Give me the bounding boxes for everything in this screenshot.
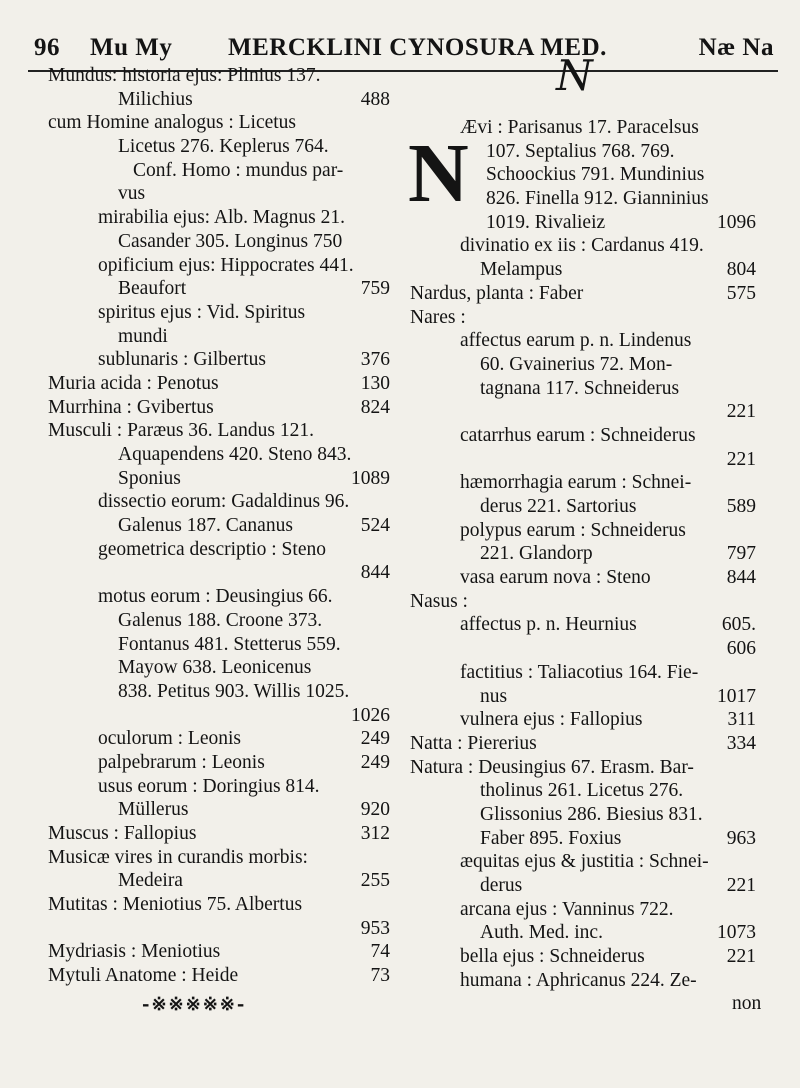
entry-text: geometrica descriptio : Steno bbox=[98, 538, 326, 560]
page-reference: 605. bbox=[721, 614, 756, 636]
index-entry bbox=[410, 116, 756, 140]
index-entry bbox=[48, 277, 390, 301]
index-entry bbox=[48, 182, 390, 206]
index-entry bbox=[48, 917, 390, 941]
index-entry bbox=[410, 969, 756, 993]
page-reference: 221 bbox=[726, 875, 756, 896]
index-entry bbox=[48, 727, 390, 751]
index-entry bbox=[410, 234, 756, 258]
index-entry bbox=[410, 329, 756, 353]
entry-text: æquitas ejus & justitia : Schnei- bbox=[460, 851, 709, 873]
entry-text: derus bbox=[480, 875, 523, 896]
index-entry bbox=[410, 921, 756, 945]
page-reference: 311 bbox=[727, 709, 756, 731]
entry-text: 60. Gvainerius 72. Mon- bbox=[480, 353, 673, 375]
page-reference: 804 bbox=[726, 259, 756, 281]
index-entry bbox=[410, 850, 756, 874]
entry-text: 221. Glandorp bbox=[480, 543, 593, 565]
entry-text: polypus earum : Schneiderus bbox=[460, 519, 686, 541]
index-entry bbox=[410, 685, 756, 709]
right-index-column bbox=[408, 51, 762, 1016]
index-entry bbox=[410, 637, 756, 661]
page-reference: 249 bbox=[360, 728, 390, 750]
index-entry bbox=[410, 779, 756, 803]
page-reference: 376 bbox=[360, 349, 390, 371]
entry-text: Milichius bbox=[118, 88, 193, 110]
index-entry bbox=[410, 140, 756, 164]
entry-text: Murrhina : Gvibertus bbox=[48, 396, 214, 418]
index-entry bbox=[48, 869, 390, 893]
entry-text: humana : Aphricanus 224. Ze- bbox=[460, 969, 697, 991]
index-entry bbox=[48, 111, 390, 135]
entry-text: opificium ejus: Hippocrates 441. bbox=[98, 254, 354, 276]
index-entry bbox=[48, 609, 390, 633]
page-reference: 575 bbox=[726, 282, 756, 304]
page-reference: 1026 bbox=[351, 704, 390, 726]
page-reference: 1096 bbox=[717, 211, 756, 233]
index-entry bbox=[410, 708, 756, 732]
entry-text: usus eorum : Doringius 814. bbox=[98, 775, 320, 797]
entry-text: Ævi : Parisanus 17. Paracelsus bbox=[460, 117, 699, 138]
entry-text: catarrhus earum : Schneiderus bbox=[460, 424, 696, 446]
entry-text: Muria acida : Penotus bbox=[48, 372, 219, 394]
entry-text: Mydriasis : Meniotius bbox=[48, 941, 221, 963]
entry-text: mirabilia ejus: Alb. Magnus 21. bbox=[98, 207, 345, 229]
entry-text: Licetus 276. Keplerus 764. bbox=[118, 136, 329, 158]
entry-text: tholinus 261. Licetus 276. bbox=[480, 780, 684, 802]
page-reference: 221 bbox=[726, 401, 756, 423]
entry-text: Auth. Med. inc. bbox=[480, 922, 603, 944]
entry-text: vasa earum nova : Steno bbox=[460, 567, 651, 589]
index-entry bbox=[410, 945, 756, 969]
index-entry bbox=[410, 566, 756, 590]
page-reference: 524 bbox=[360, 515, 390, 537]
page-reference: 312 bbox=[360, 823, 390, 844]
entry-text: Musculi : Paræus 36. Landus 121. bbox=[48, 420, 314, 442]
index-entry bbox=[48, 88, 390, 112]
index-entry bbox=[48, 348, 390, 372]
page-reference: 249 bbox=[360, 751, 390, 773]
entry-text: Schoockius 791. Mundinius bbox=[486, 164, 705, 186]
entry-text: non bbox=[732, 993, 762, 1015]
index-entry bbox=[410, 163, 756, 187]
index-entry bbox=[48, 633, 390, 657]
index-entry bbox=[410, 874, 756, 898]
index-entry bbox=[410, 424, 756, 448]
page-reference: 920 bbox=[360, 799, 390, 821]
entry-text: Casander 305. Longinus 750 bbox=[118, 230, 343, 252]
index-entry bbox=[410, 282, 756, 306]
entry-text: dissectio eorum: Gadaldinus 96. bbox=[98, 491, 350, 513]
entry-text: Nardus, planta : Faber bbox=[410, 282, 584, 304]
entry-text: sublunaris : Gilbertus bbox=[98, 349, 266, 371]
entry-text: Galenus 188. Croone 373. bbox=[118, 609, 323, 631]
page-reference: 74 bbox=[370, 941, 390, 963]
left-guide-words: Mu My bbox=[90, 34, 173, 61]
entry-text: Galenus 187. Cananus bbox=[118, 515, 293, 537]
entry-text: Natura : Deusingius 67. Erasm. Bar- bbox=[410, 756, 694, 778]
index-entry bbox=[410, 187, 756, 211]
page-reference: 221 bbox=[726, 448, 756, 470]
page-reference: 844 bbox=[726, 567, 756, 589]
page-reference: 759 bbox=[360, 278, 390, 300]
entry-text: Natta : Piererius bbox=[410, 732, 537, 754]
index-entry bbox=[48, 680, 390, 704]
entry-text: Aquapendens 420. Steno 843. bbox=[118, 444, 352, 465]
entry-text: vulnera ejus : Fallopius bbox=[460, 709, 643, 731]
page-reference: 255 bbox=[360, 870, 390, 892]
index-entry bbox=[48, 538, 390, 562]
page-reference: 797 bbox=[726, 543, 756, 565]
index-entry bbox=[410, 306, 756, 330]
entry-text: mundi bbox=[118, 325, 168, 347]
index-entry bbox=[48, 704, 390, 728]
index-entry bbox=[410, 211, 756, 235]
index-entry bbox=[48, 585, 390, 609]
entry-text: bella ejus : Schneiderus bbox=[460, 946, 645, 968]
entry-text: divinatio ex iis : Cardanus 419. bbox=[460, 235, 704, 257]
page-reference: 1089 bbox=[351, 467, 390, 489]
page-reference: 1073 bbox=[717, 922, 756, 944]
entry-text: nus bbox=[480, 685, 508, 707]
index-entry bbox=[48, 798, 390, 822]
left-index-column bbox=[48, 64, 390, 988]
entry-text: Mutitas : Meniotius 75. Albertus bbox=[48, 894, 303, 916]
index-entry bbox=[48, 206, 390, 230]
index-entry bbox=[410, 353, 756, 377]
entry-text: Mytuli Anatome : Heide bbox=[48, 965, 239, 987]
entry-text: Medeira bbox=[118, 870, 183, 892]
index-entry bbox=[410, 898, 756, 922]
index-entry bbox=[48, 135, 390, 159]
entry-text: vus bbox=[118, 183, 146, 205]
page-number: 96 bbox=[34, 34, 60, 61]
page-reference: 1017 bbox=[717, 685, 756, 707]
entry-text: Muscus : Fallopius bbox=[48, 823, 197, 844]
index-entry bbox=[410, 803, 756, 827]
page-reference: 589 bbox=[726, 496, 756, 517]
entry-text: Musicæ vires in curandis morbis: bbox=[48, 846, 308, 868]
index-entry bbox=[410, 448, 756, 472]
right-entries bbox=[410, 116, 762, 1016]
page-reference: 844 bbox=[360, 562, 390, 584]
page-title: MERCKLINI CYNOSURA MED. bbox=[228, 34, 607, 61]
index-entry bbox=[48, 893, 390, 917]
entry-text: Conf. Homo : mundus par- bbox=[133, 159, 344, 181]
page-reference: 953 bbox=[360, 917, 390, 939]
entry-text: 1019. Rivalieiz bbox=[486, 211, 606, 233]
entry-text: 838. Petitus 903. Willis 1025. bbox=[118, 680, 350, 702]
entry-text: palpebrarum : Leonis bbox=[98, 751, 265, 773]
right-guide-words: Næ Na bbox=[698, 34, 774, 61]
index-entry bbox=[48, 822, 390, 846]
entry-text: hæmorrhagia earum : Schnei- bbox=[460, 472, 692, 494]
index-entry bbox=[410, 661, 756, 685]
index-entry bbox=[48, 159, 390, 183]
entry-text: Mayow 638. Leonicenus bbox=[118, 657, 312, 679]
index-entry bbox=[48, 940, 390, 964]
index-entry bbox=[410, 827, 756, 851]
index-entry bbox=[48, 301, 390, 325]
index-entry bbox=[48, 561, 390, 585]
page-reference: 824 bbox=[360, 396, 390, 418]
index-entry bbox=[410, 756, 756, 780]
index-entry bbox=[410, 613, 756, 637]
index-entry bbox=[410, 471, 756, 495]
index-entry bbox=[410, 377, 756, 401]
entry-text: Nares : bbox=[410, 306, 466, 328]
entry-text: affectus p. n. Heurnius bbox=[460, 614, 637, 636]
entry-text: Mundus: historia ejus: Plinius 137. bbox=[48, 65, 321, 86]
entry-text: Nasus : bbox=[410, 590, 468, 612]
entry-text: Fontanus 481. Stetterus 559. bbox=[118, 633, 341, 655]
index-entry bbox=[410, 495, 756, 519]
section-letter: N bbox=[556, 51, 593, 100]
tailpiece-ornament: -※※※※※- bbox=[142, 994, 247, 1015]
index-entry bbox=[410, 590, 756, 614]
index-entry bbox=[48, 467, 390, 491]
index-entry bbox=[48, 64, 390, 88]
entry-text: tagnana 117. Schneiderus bbox=[480, 377, 680, 399]
entry-text: 826. Finella 912. Gianninius bbox=[486, 188, 709, 210]
page-reference: 334 bbox=[726, 732, 756, 754]
index-entry bbox=[48, 254, 390, 278]
index-entry bbox=[410, 400, 756, 424]
index-entry bbox=[410, 542, 756, 566]
index-entry bbox=[48, 325, 390, 349]
index-entry bbox=[48, 372, 390, 396]
index-entry bbox=[48, 775, 390, 799]
index-entry bbox=[48, 490, 390, 514]
index-entry bbox=[48, 846, 390, 870]
page-reference: 221 bbox=[726, 946, 756, 968]
page-reference: 130 bbox=[360, 372, 390, 394]
entry-text: Müllerus bbox=[118, 799, 189, 821]
index-entry bbox=[48, 396, 390, 420]
entry-text: cum Homine analogus : Licetus bbox=[48, 112, 297, 134]
index-entry bbox=[410, 258, 756, 282]
index-entry bbox=[410, 732, 756, 756]
entry-text: oculorum : Leonis bbox=[98, 728, 241, 750]
entry-text: 107. Septalius 768. 769. bbox=[486, 140, 675, 162]
entry-text: derus 221. Sartorius bbox=[480, 496, 637, 517]
entry-text: Faber 895. Foxius bbox=[480, 827, 622, 849]
page-reference: 606 bbox=[726, 638, 756, 660]
entry-text: Melampus bbox=[480, 259, 563, 281]
section-heading bbox=[410, 51, 756, 116]
index-entry bbox=[48, 656, 390, 680]
entry-text: Glissonius 286. Biesius 831. bbox=[480, 803, 703, 825]
entry-text: Sponius bbox=[118, 467, 181, 489]
entry-text: motus eorum : Deusingius 66. bbox=[98, 586, 333, 608]
drop-cap: N bbox=[408, 127, 469, 220]
index-entry bbox=[410, 992, 762, 1016]
entry-text: factitius : Taliacotius 164. Fie- bbox=[460, 661, 699, 683]
entry-text: spiritus ejus : Vid. Spiritus bbox=[98, 301, 306, 323]
index-entry bbox=[48, 419, 390, 443]
index-entry bbox=[48, 751, 390, 775]
entry-text: Beaufort bbox=[118, 278, 187, 300]
index-entry bbox=[48, 514, 390, 538]
page-reference: 73 bbox=[370, 965, 390, 987]
entry-text: affectus earum p. n. Lindenus bbox=[460, 330, 692, 352]
index-entry bbox=[48, 230, 390, 254]
index-entry bbox=[48, 443, 390, 467]
page-reference: 963 bbox=[726, 827, 756, 849]
index-entry bbox=[48, 964, 390, 988]
page-reference: 488 bbox=[360, 88, 390, 110]
entry-text: arcana ejus : Vanninus 722. bbox=[460, 898, 674, 920]
index-entry bbox=[410, 519, 756, 543]
